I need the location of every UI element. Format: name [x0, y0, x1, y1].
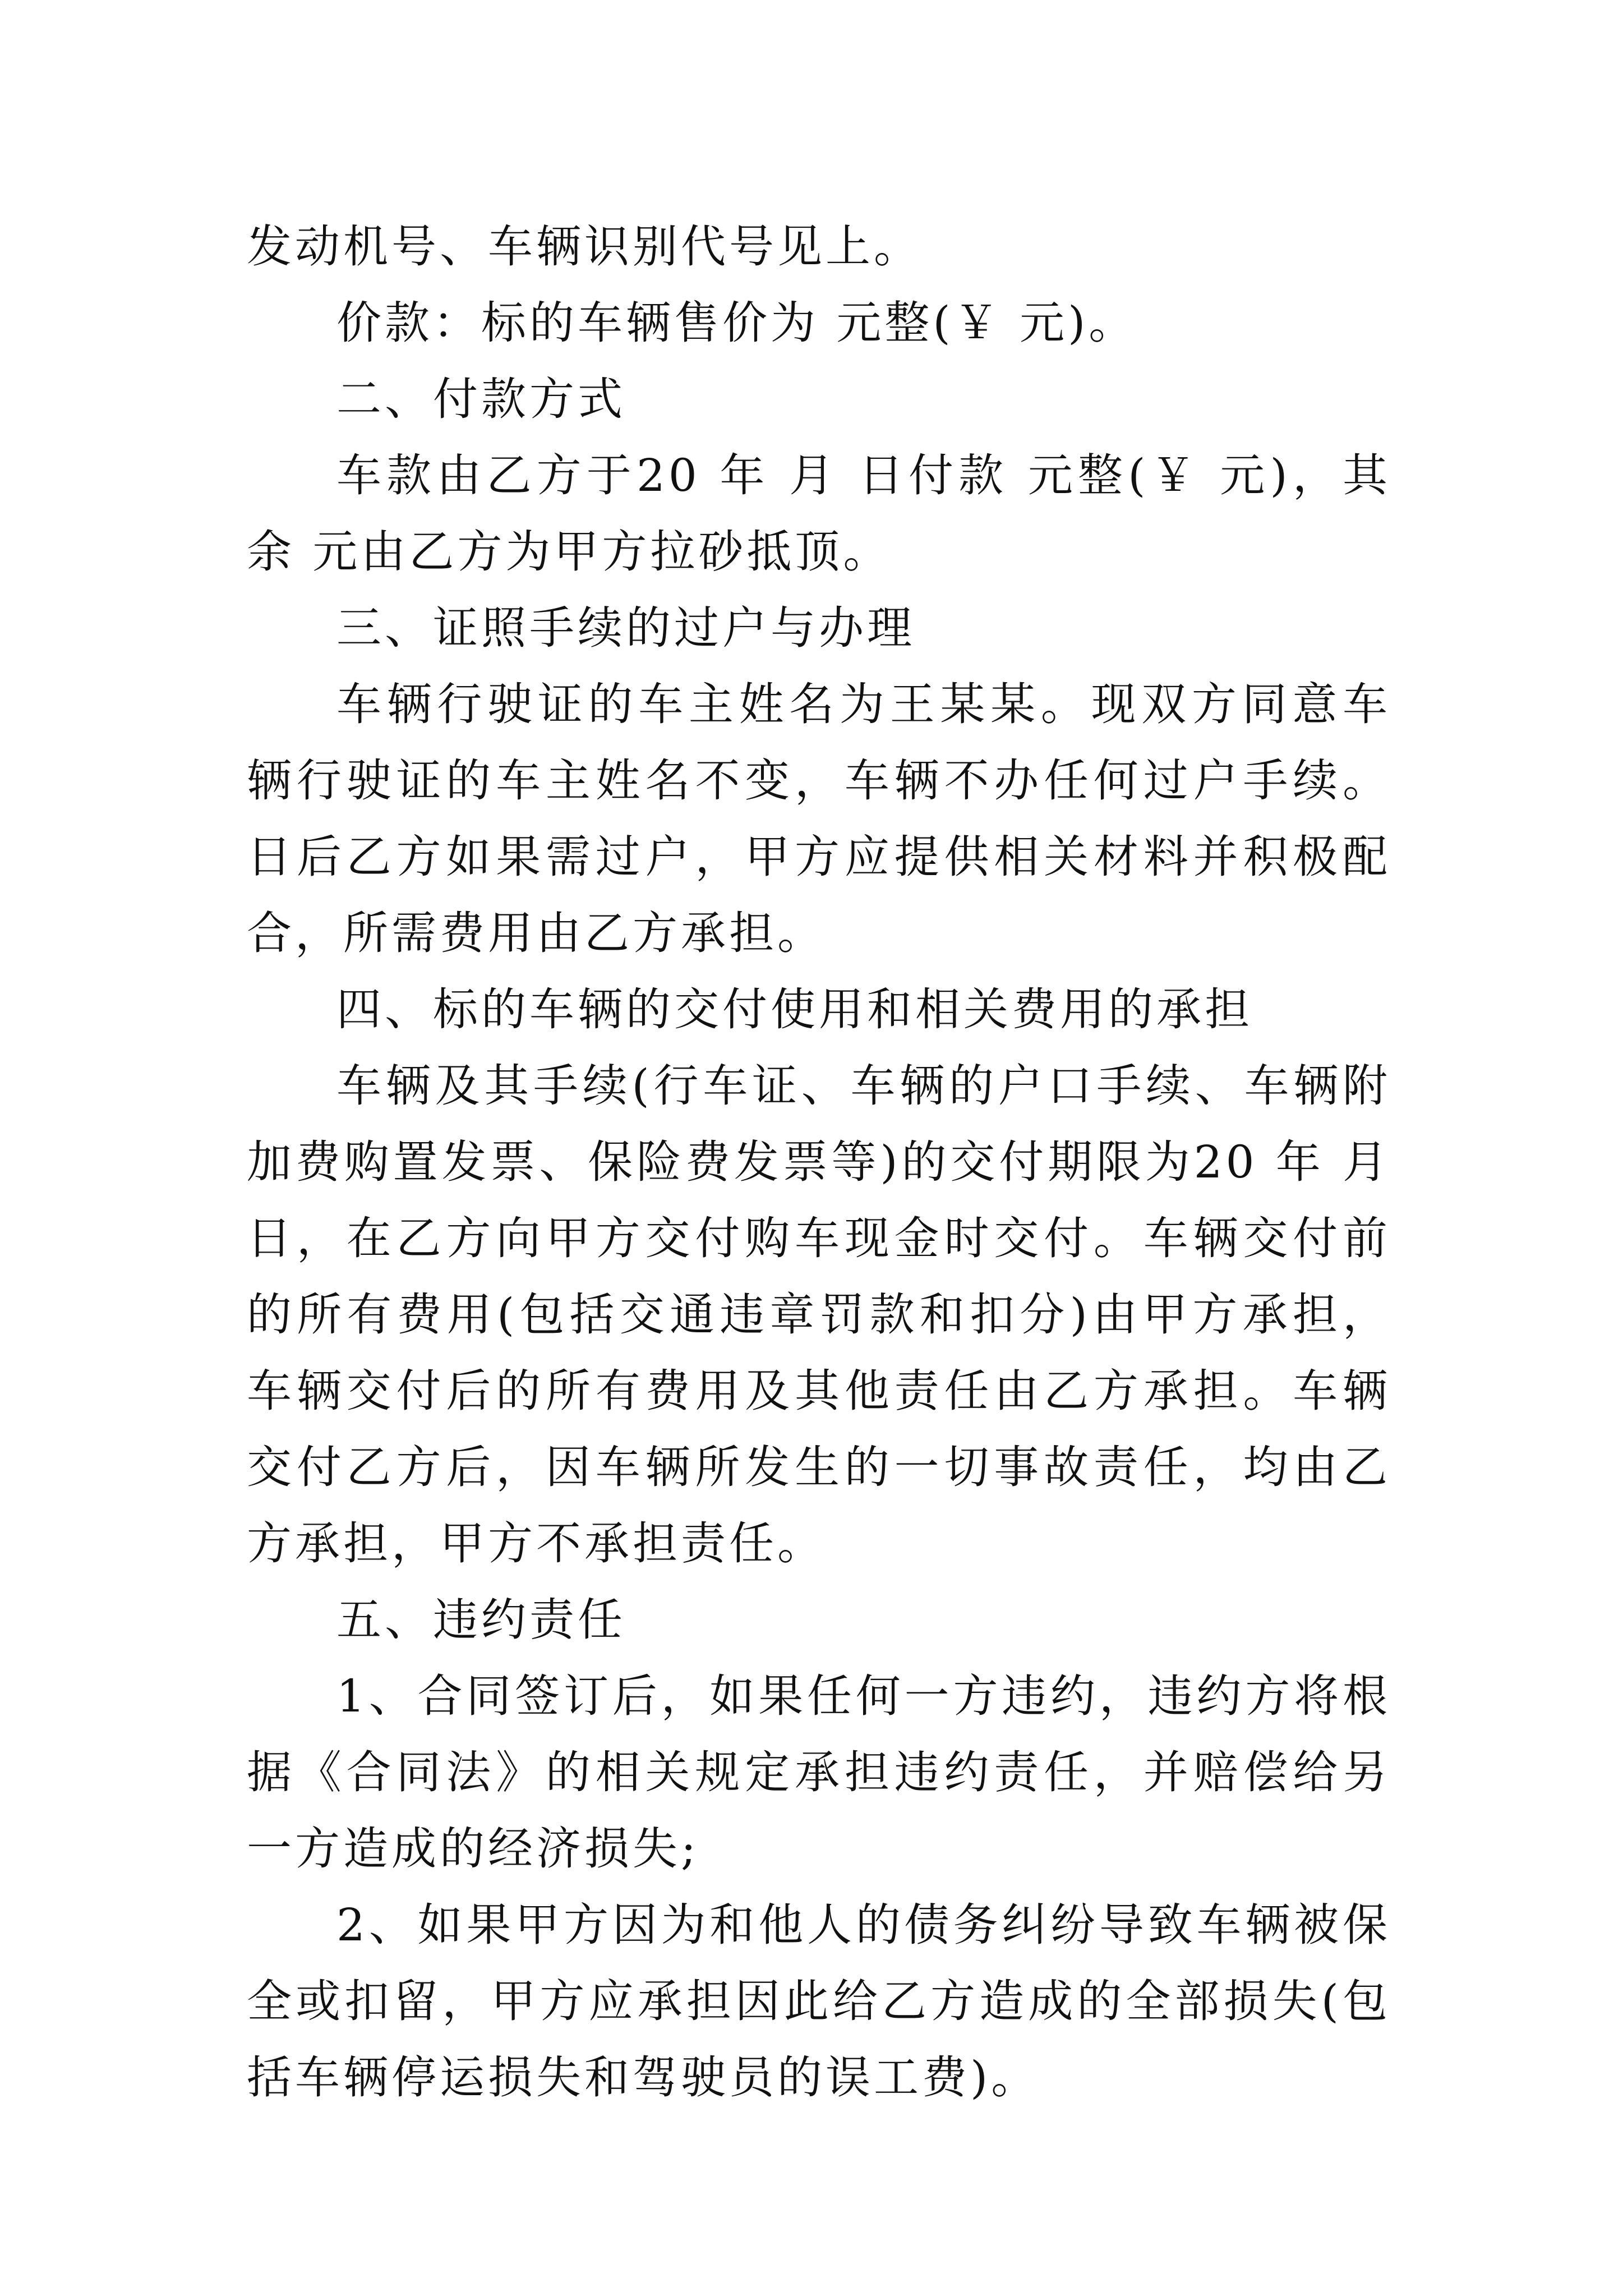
paragraph-liability-2: 2、如果甲方因为和他人的债务纠纷导致车辆被保全或扣留，甲方应承担因此给乙方造成的全部损失(包括车辆停运损失和驾驶员的误工费)。	[247, 1899, 1391, 2104]
section-heading-liability: 五、违约责任	[336, 1594, 626, 1646]
document-body	[247, 209, 1391, 2116]
paragraph-engine-vin: 发动机号、车辆识别代号见上。	[247, 220, 922, 273]
section-heading-delivery: 四、标的车辆的交付使用和相关费用的承担	[336, 983, 1253, 1036]
paragraph-liability-1: 1、合同签订后，如果任何一方违约，违约方将根据《合同法》的相关规定承担违约责任，并赔偿给另一方造成的经济损失;	[247, 1670, 1391, 1875]
paragraph-payment: 车款由乙方于20 年 月 日付款 元整(￥ 元)，其余 元由乙方为甲方拉砂抵顶。	[247, 449, 1391, 578]
section-heading-payment: 二、付款方式	[336, 373, 626, 425]
paragraph-price: 价款：标的车辆售价为 元整(￥ 元)。	[336, 297, 1137, 349]
section-heading-transfer: 三、证照手续的过户与办理	[336, 602, 915, 654]
paragraph-transfer: 车辆行驶证的车主姓名为王某某。现双方同意车辆行驶证的车主姓名不变，车辆不办任何过户手续。日后乙方如果需过户，甲方应提供相关材料并积极配合，所需费用由乙方承担。	[247, 678, 1391, 959]
paragraph-delivery: 车辆及其手续(行车证、车辆的户口手续、车辆附加费购置发票、保险费发票等)的交付期限为20 年 月日，在乙方向甲方交付购车现金时交付。车辆交付前的所有费用(包括交通违章罚款和扣分)由甲方承担，车辆交付后的所有费用及其他责任由乙方承担。车辆交付乙方后，因车辆所发生的一切事故责任，均由乙方承担，甲方不承担责任。	[247, 1060, 1391, 1570]
